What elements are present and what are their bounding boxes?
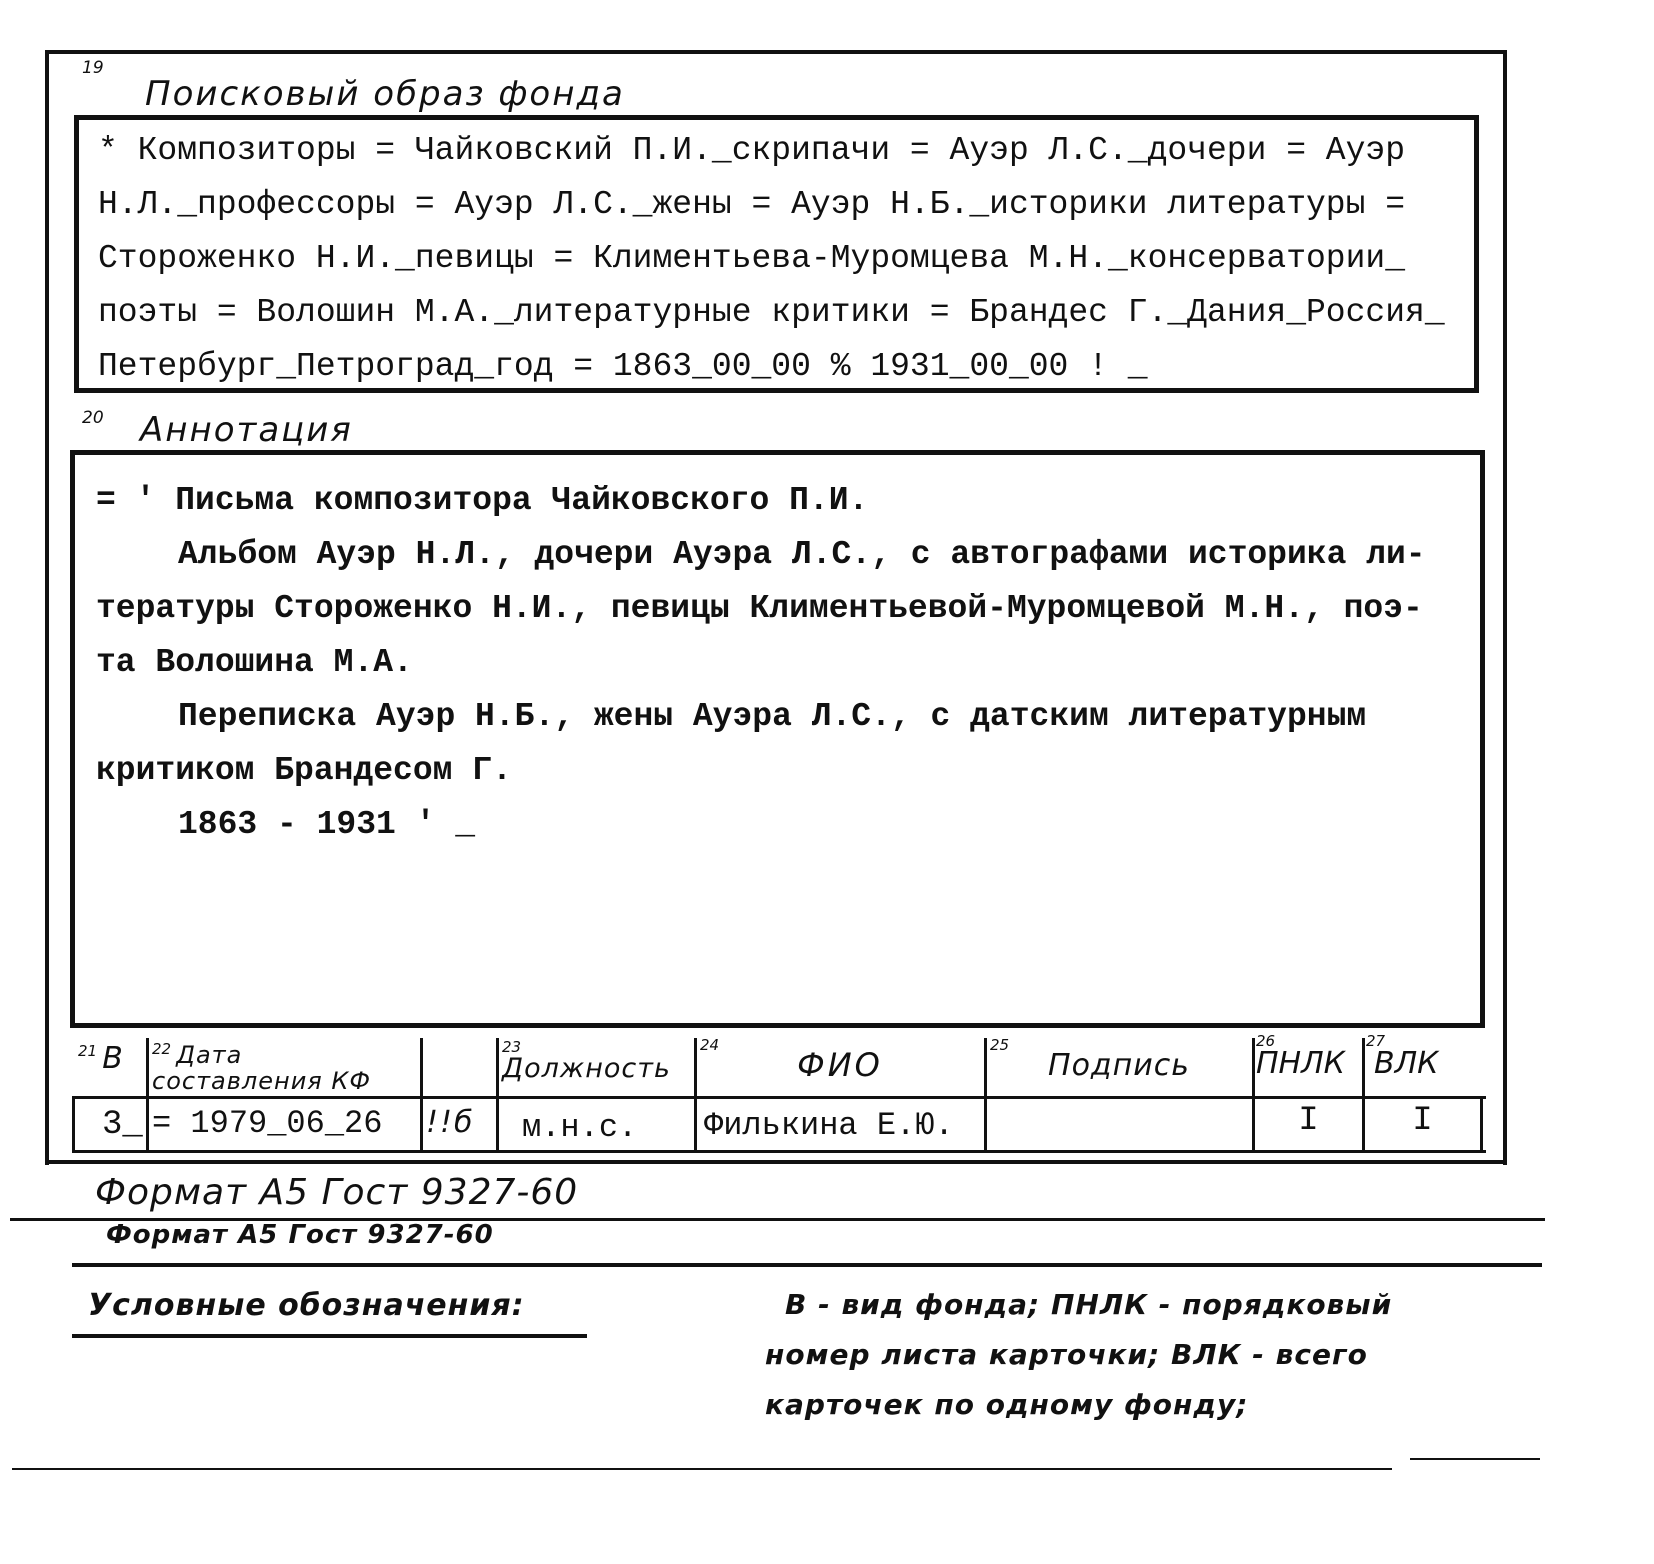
format-label: Формат А5 Гост 9327-60 <box>95 1172 579 1213</box>
header-label: В <box>102 1041 123 1076</box>
header-label: ФИО <box>797 1046 883 1084</box>
annotation-line: Переписка Ауэр Н.Б., жены Ауэра Л.С., с датским литературным <box>178 698 1367 735</box>
format-label-stamp: Формат А5 Гост 9327-60 <box>106 1220 494 1250</box>
bottom-line-right <box>1410 1458 1540 1460</box>
header-number: 21 <box>78 1042 98 1060</box>
annotation-text <box>96 474 1426 852</box>
header-label: Должность <box>502 1053 671 1084</box>
header-cell-position <box>502 1040 671 1082</box>
annotation-line: та Волошина М.А. <box>96 644 413 681</box>
header-label: ПНЛК <box>1256 1046 1345 1081</box>
header-number: 25 <box>990 1036 1010 1054</box>
search-line: поэты = Волошин М.А._литературные критики = Брандес Г._Дания_Россия_ <box>98 294 1445 331</box>
annotation-section-number: 20 <box>82 408 104 428</box>
header-label: Дата составления КФ <box>152 1041 372 1095</box>
table-divider <box>984 1038 987 1152</box>
header-number: 22 <box>152 1040 172 1058</box>
header-label: ВЛК <box>1374 1046 1439 1081</box>
legend-line: В - вид фонда; ПНЛК - порядковый <box>785 1288 1393 1321</box>
table-divider <box>420 1038 423 1152</box>
search-section-title: Поисковый образ фонда <box>145 74 625 114</box>
header-number: 23 <box>502 1038 522 1056</box>
search-line: Стороженко Н.И._певицы = Климентьева-Муромцева М.Н._консерватории_ <box>98 240 1406 277</box>
header-cell-type <box>78 1041 123 1076</box>
header-cell-vlk <box>1366 1034 1476 1079</box>
legend-line: карточек по одному фонду; <box>765 1388 1249 1421</box>
annotation-section-title: Аннотация <box>140 410 353 450</box>
header-number: 27 <box>1366 1032 1386 1050</box>
legend-line: номер листа карточки; ВЛК - всего <box>765 1338 1368 1371</box>
bottom-line <box>12 1468 1392 1470</box>
metadata-table <box>72 1030 1486 1152</box>
table-divider <box>496 1038 499 1152</box>
row-name: Филькина Е.Ю. <box>704 1107 954 1144</box>
annotation-line: Альбом Ауэр Н.Л., дочери Ауэра Л.С., с автографами историка ли- <box>178 536 1426 573</box>
header-number: 26 <box>1256 1032 1276 1050</box>
card-top-border <box>45 50 1507 54</box>
search-line: * Композиторы = Чайковский П.И._скрипачи = Ауэр Л.С._дочери = Ауэр <box>98 132 1406 169</box>
row-type: 3_ <box>102 1106 143 1144</box>
annotation-line: тературы Стороженко Н.И., певицы Климентьевой-Муромцевой М.Н., поэ- <box>96 590 1423 627</box>
table-mid-line <box>72 1096 1486 1099</box>
row-date: = 1979_06_26 <box>152 1105 383 1142</box>
header-number: 24 <box>700 1036 720 1054</box>
table-divider <box>146 1038 149 1152</box>
table-bottom-line <box>72 1150 1486 1153</box>
card-right-border <box>1503 50 1507 1165</box>
table-divider <box>1480 1096 1483 1152</box>
header-cell-signature <box>990 1038 1248 1081</box>
legend-text <box>765 1280 1392 1430</box>
header-label: Подпись <box>1048 1048 1190 1083</box>
row-pnlk: I <box>1298 1102 1319 1140</box>
row-vlk: I <box>1412 1102 1433 1140</box>
header-cell-fio <box>700 1036 980 1084</box>
row-mark: !!б <box>426 1105 475 1140</box>
legend-title-underline <box>72 1334 587 1338</box>
table-divider <box>694 1038 697 1152</box>
annotation-line: критиком Брандесом Г. <box>96 752 512 789</box>
search-image-text <box>98 124 1445 394</box>
annotation-line: 1863 - 1931 ' _ <box>178 806 476 843</box>
header-cell-date <box>152 1042 414 1094</box>
row-position: м.н.с. <box>522 1109 638 1146</box>
header-cell-pnlk <box>1256 1034 1360 1079</box>
table-divider <box>72 1096 75 1152</box>
search-section-number: 19 <box>82 58 104 78</box>
annotation-line: = ' Письма композитора Чайковского П.И. <box>96 482 869 519</box>
legend-title: Условные обозначения: <box>88 1288 525 1323</box>
search-line: Петербург_Петроград_год = 1863_00_00 % 1931_00_00 ! _ <box>98 348 1148 385</box>
card-left-border <box>45 50 49 1165</box>
search-line: Н.Л._профессоры = Ауэр Л.С._жены = Ауэр Н.Б._историки литературы = <box>98 186 1406 223</box>
card-bottom-border <box>45 1160 1507 1164</box>
separator-line <box>72 1263 1542 1267</box>
